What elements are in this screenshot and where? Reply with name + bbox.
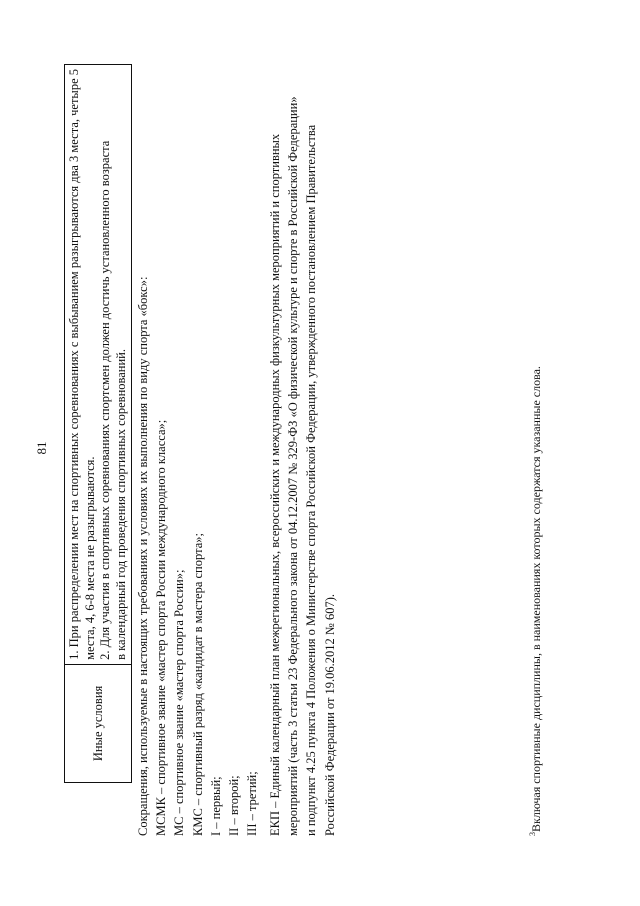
condition-line: 2. Для участия в спортивных соревнованиях спортсмен должен достичь установленного возраста	[98, 140, 112, 660]
ekp-line: ЕКП – Единый календарный план межрегиональных, всероссийских и международных физкультурных мероприятий и спортивных	[268, 133, 282, 836]
footnote-marker: 3	[528, 832, 537, 836]
table-row	[65, 65, 132, 783]
footnote-text: Включая спортивные дисциплины, в наименованиях которых содержатся указанные слова.	[529, 366, 543, 832]
abbreviations-intro: Сокращения, используемые в настоящих требованиях и условиях их выполнения по виду спорта «бокс»:	[136, 276, 150, 836]
abbreviation-item: II – второй;	[227, 775, 242, 836]
condition-line: места, 4, 6-8 места не разыгрываются.	[82, 456, 97, 660]
condition-line: 1. При распределении мест на спортивных соревнованиях с выбыванием разыгрываются два 3 места, четыре 5	[67, 69, 81, 660]
ekp-definition	[266, 16, 339, 836]
ekp-line: мероприятий (часть 3 статьи 23 Федерального закона от 04.12.2007 № 329-ФЗ «О физической культуре и спорте в Российской Федерации»	[286, 96, 301, 836]
ekp-line: Российской Федерации от 19.06.2012 № 607).	[322, 593, 337, 836]
page-number: 81	[34, 441, 49, 455]
ekp-line: и подпункт 4.25 пункта 4 Положения о Министерстве спорта Российской Федерации, утвержденного постановлением Правительства	[304, 124, 319, 836]
abbreviation-item: МСМК – спортивное звание «мастер спорта России международного класса»;	[154, 419, 169, 836]
abbreviations-section	[134, 36, 261, 836]
other-conditions-table	[64, 64, 132, 783]
other-conditions-content	[65, 65, 132, 665]
abbreviation-item: III – третий;	[245, 771, 260, 836]
footnote	[528, 366, 544, 836]
abbreviation-item: МС – спортивное звание «мастер спорта России»;	[172, 569, 187, 836]
abbreviation-item: КМС – спортивный разряд «кандидат в мастера спорта»;	[190, 533, 205, 836]
other-conditions-label: Иные условия	[65, 664, 132, 782]
condition-line: в календарный год проведения спортивных соревнований.	[113, 349, 128, 660]
abbreviation-item: I – первый;	[208, 776, 223, 836]
